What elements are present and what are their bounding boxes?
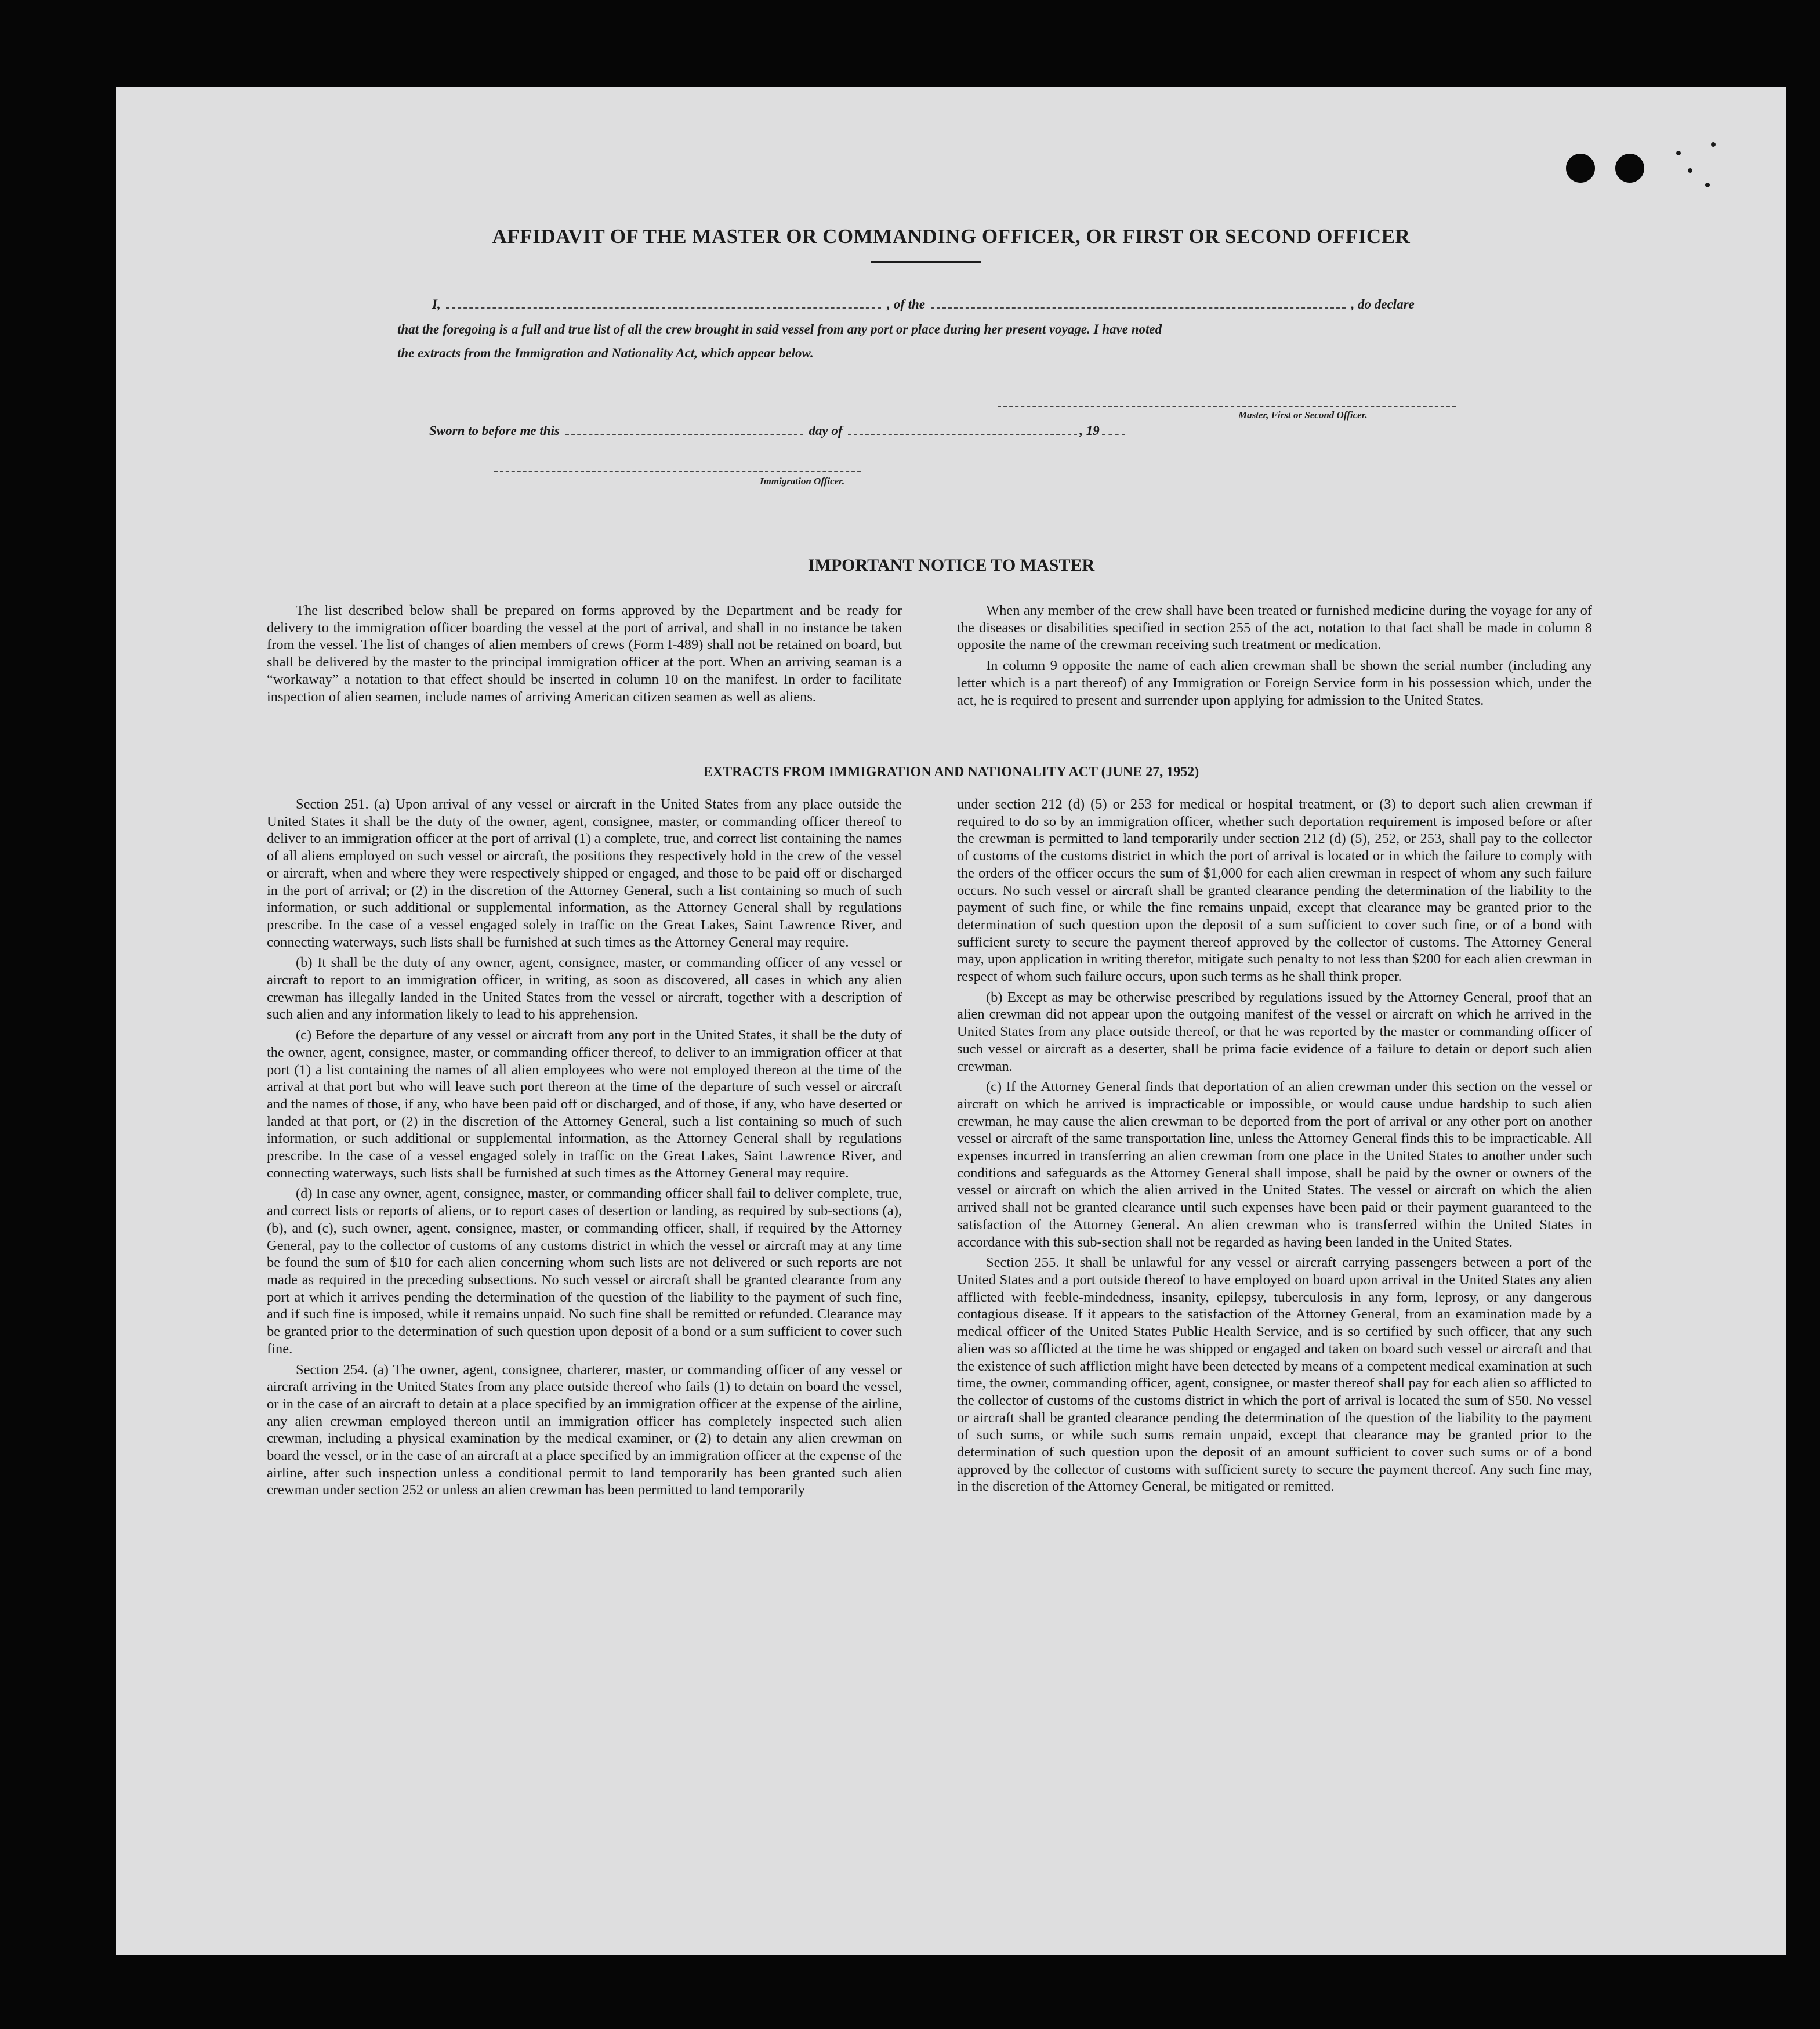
- section-255: Section 255. It shall be unlawful for any vessel or aircraft carrying passengers between a port of the United States and a port outside thereof to have employed on board upon arrival in the United States any alien afflicted with feeble-mindedness, insanity, epilepsy, tuberculosis in any form, leprosy, or any dangerous contagious disease. If it appears to the satisfaction of the Attorney General, from an examination made by a medical officer of the United States Public Health Service, and is so certified by such officer, that any such alien was so afflicted at the time he was shipped or engaged and taken on board such vessel or aircraft and that the existence of such affliction might have been detected by means of a competent medical examination at such time, the owner, commanding officer, agent, consignee, or master thereof shall pay for each alien so afflicted to the collector of customs of the customs district in which the port of arrival is located the sum of $50. No vessel or aircraft shall be granted clearance pending the determination of the question of the liability to the payment of such sums, or while such sums remain unpaid, except that clearance may be granted prior to the determination of such question upon the deposit of an amount sufficient to cover such sums or of a bond approved by the collector of customs with sufficient surety to secure the payment thereof. Any such fine may, in the discretion of the Attorney General, be mitigated or remitted.: [957, 1255, 1592, 1495]
- speck: [1676, 151, 1681, 155]
- section-254a-continued: under section 212 (d) (5) or 253 for medical or hospital treatment, or (3) to deport such alien crewman if required to do so by an immigration officer, whether such deportation requirement is imposed before or after the crewman is permitted to land temporarily under section 212 (d) (5), 252, or 253, shall pay to the collector of customs of the customs district in which the port of arrival is located or in which the failure to comply with the orders of the officer occurs the sum of $1,000 for each alien crewman in respect of whom any such failure occurs. No such vessel or aircraft shall be granted clearance pending the determination of the liability to the payment of such fine, or while the fine remains unpaid, except that clearance may be granted prior to the determination of such question upon the deposit of a sum sufficient to cover such fine, or of a bond with sufficient surety to secure the payment thereof approved by the collector of customs. The Attorney General may, upon application in writing therefor, mitigate such penalty to not less than $200 for each alien crewman in respect of whom such failure occurs, upon such terms as he shall think proper.: [957, 796, 1592, 985]
- section-254b: (b) Except as may be otherwise prescribed by regulations issued by the Attorney General, proof that an alien crewman did not appear upon the outgoing manifest of the vessel or aircraft on which he arrived in the United States from any place outside thereof, or that he was reported by the master or commanding officer of such vessel or aircraft as a deserter, shall be prima facie evidence of a failure to detain or deport such alien crewman.: [957, 989, 1592, 1074]
- month-blank: [848, 433, 1077, 435]
- affidavit-line3: the extracts from the Immigration and Nationality Act, which appear below.: [397, 346, 814, 360]
- section-251a: Section 251. (a) Upon arrival of any vessel or aircraft in the United States from any place outside the United States it shall be the duty of the owner, agent, consignee, master, or commanding officer thereof to deliver to an immigration officer at the port of arrival (1) a complete, true, and correct list containing the names of all aliens employed on such vessel or aircraft, the positions they respectively hold in the crew of the vessel or aircraft, when and where they were respectively shipped or engaged, and those to be paid off or discharged in the port of arrival; or (2) in the discretion of the Attorney General, such a list containing so much of such information, or such additional or supplemental information, as the Attorney General shall by regulations prescribe. In the case of a vessel engaged solely in traffic on the Great Lakes, Saint Lawrence River, and connecting waterways, such lists shall be furnished at such times as the Attorney General may require.: [267, 796, 902, 950]
- notice-title: IMPORTANT NOTICE TO MASTER: [807, 556, 1095, 575]
- section-251c: (c) Before the departure of any vessel or aircraft from any port in the United States, it shall be the duty of the owner, agent, consignee, master, or commanding officer thereof, to deliver to an immigration officer at that port (1) a list containing the names of all alien employees who were not employed thereon at the time of the arrival at that port but who will leave such port thereon at the time of the departure of such vessel or aircraft and the names of those, if any, who have been paid off or discharged, and of those, if any, who have deserted or landed at that port, or (2) in the discretion of the Attorney General, such a list containing so much of such information, or such additional or supplemental information, as the Attorney General shall by regulations prescribe. In the case of a vessel engaged solely in traffic on the Great Lakes, Saint Lawrence River, and connecting waterways, such lists shall be furnished at such times as the Attorney General may require.: [267, 1027, 902, 1181]
- immigration-officer-label: Immigration Officer.: [760, 476, 845, 487]
- affidavit-line1: [432, 297, 1415, 312]
- punch-hole: [1566, 154, 1595, 183]
- title-rule: [871, 261, 981, 263]
- extracts-left-column: [267, 796, 902, 1502]
- signature-blank-officer: [494, 471, 861, 472]
- section-254a: Section 254. (a) The owner, agent, consignee, charterer, master, or commanding officer of any vessel or aircraft arriving in the United States from any place outside thereof who fails (1) to detain on board the vessel, or in the case of an aircraft to detain at a place specified by an immigration officer at the expense of the airline, any alien crewman employed thereon until an immigration officer has completely inspected such alien crewman, including a physical examination by the medical examiner, or (2) to detain any alien crewman on board the vessel, or in the case of an aircraft at a place specified by an immigration officer at the expense of the airline, after such inspection unless a conditional permit to land temporarily has been granted such alien crewman under section 252 or unless an alien crewman has been permitted to land temporarily: [267, 1361, 902, 1498]
- year-blank: [1102, 433, 1125, 435]
- vessel-blank: [931, 307, 1346, 309]
- sworn-day-blank: [565, 433, 803, 435]
- signature-blank-master: [998, 406, 1456, 407]
- affidavit-i-label: I,: [432, 297, 441, 311]
- speck: [1705, 183, 1710, 187]
- sworn-line: [429, 423, 1127, 439]
- extracts-title: EXTRACTS FROM IMMIGRATION AND NATIONALITY ACT (JUNE 27, 1952): [703, 765, 1199, 780]
- master-label: Master, First or Second Officer.: [1238, 410, 1368, 421]
- section-251d: (d) In case any owner, agent, consignee, master, or commanding officer shall fail to deliver complete, true, and correct lists or reports of aliens, or to report cases of desertion or landing, as required by sub-sections (a), (b), and (c), such owner, agent, consignee, master, or commanding officer, shall, if required by the Attorney General, pay to the collector of customs of any customs district in which the vessel or aircraft may at any time be found the sum of $10 for each alien concerning whom such lists are not delivered or such reports are not made as required in the preceding subsections. No such vessel or aircraft shall be granted clearance from any port at which it arrives pending the determination of the question of the liability to the payment of such fine, and if such fine is imposed, while it remains unpaid. No such fine shall be remitted or refunded. Clearance may be granted prior to the determination of such question upon deposit of a bond or a sum sufficient to cover such fine.: [267, 1186, 902, 1357]
- punch-hole: [1615, 154, 1644, 183]
- speck: [1711, 142, 1716, 147]
- document-sheet: [116, 87, 1786, 1955]
- notice-right-paragraph-2: In column 9 opposite the name of each alien crewman shall be shown the serial number (including any letter which is a part thereof) of any Immigration or Foreign Service form in his possession which, under the act, he is required to present and surrender upon applying for admission to the United States.: [957, 658, 1592, 708]
- notice-right-column: [957, 602, 1592, 712]
- speck: [1688, 168, 1692, 173]
- notice-left-paragraph: The list described below shall be prepared on forms approved by the Department and be ready for delivery to the immigration officer boarding the vessel at the port of arrival, and shall in no instance be taken from the vessel. The list of changes of alien members of crews (Form I-489) shall not be retained on board, but shall be delivered by the master to the principal immigration officer at the port. When an arriving seaman is a “workaway” a notation to that effect should be inserted in column 10 on the manifest. In order to facilitate inspection of alien seamen, include names of arriving American citizen seamen as well as aliens.: [267, 603, 902, 705]
- affidavit-title: AFFIDAVIT OF THE MASTER OR COMMANDING OFFICER, OR FIRST OR SECOND OFFICER: [492, 225, 1411, 248]
- affidavit-declare-label: , do declare: [1351, 297, 1415, 311]
- section-251b: (b) It shall be the duty of any owner, agent, consignee, master, or commanding officer of any vessel or aircraft to report to an immigration officer, in writing, as soon as discovered, all cases in which any alien crewman has illegally landed in the United States from the vessel or aircraft, together with a description of such alien and any information likely to lead to his apprehension.: [267, 955, 902, 1023]
- year-label: , 19: [1079, 423, 1100, 438]
- day-of-label: day of: [809, 423, 843, 438]
- affidavit-of-the-label: , of the: [887, 297, 926, 311]
- name-blank: [446, 307, 881, 309]
- notice-left-column: [267, 602, 902, 709]
- notice-right-paragraph-1: When any member of the crew shall have been treated or furnished medicine during the voyage for any of the diseases or disabilities specified in section 255 of the act, notation to that fact shall be made in column 8 opposite the name of the crewman receiving such treatment or medication.: [957, 603, 1592, 653]
- sworn-label: Sworn to before me this: [429, 423, 560, 438]
- extracts-right-column: [957, 796, 1592, 1499]
- section-254c: (c) If the Attorney General finds that deportation of an alien crewman under this section on the vessel or aircraft on which he arrived is impracticable or impossible, or would cause undue hardship to such alien crewman, he may cause the alien crewman to be deported from the port of arrival or any other port on another vessel or aircraft of the same transportation line, unless the Attorney General finds this to be impracticable. All expenses incurred in transferring an alien crewman from one place in the United States to another under such conditions and safeguards as the Attorney General shall impose, shall be paid by the owner or owners of the vessel or aircraft on which the alien arrived in the United States. The vessel or aircraft on which the alien arrived shall not be granted clearance until such expenses have been paid or their payment guaranteed to the satisfaction of the Attorney General. An alien crewman who is transferred within the United States in accordance with this sub-section shall not be regarded as having been landed in the United States.: [957, 1079, 1592, 1250]
- affidavit-line2: that the foregoing is a full and true list of all the crew brought in said vessel from any port or place during her present voyage. I have noted: [397, 322, 1162, 336]
